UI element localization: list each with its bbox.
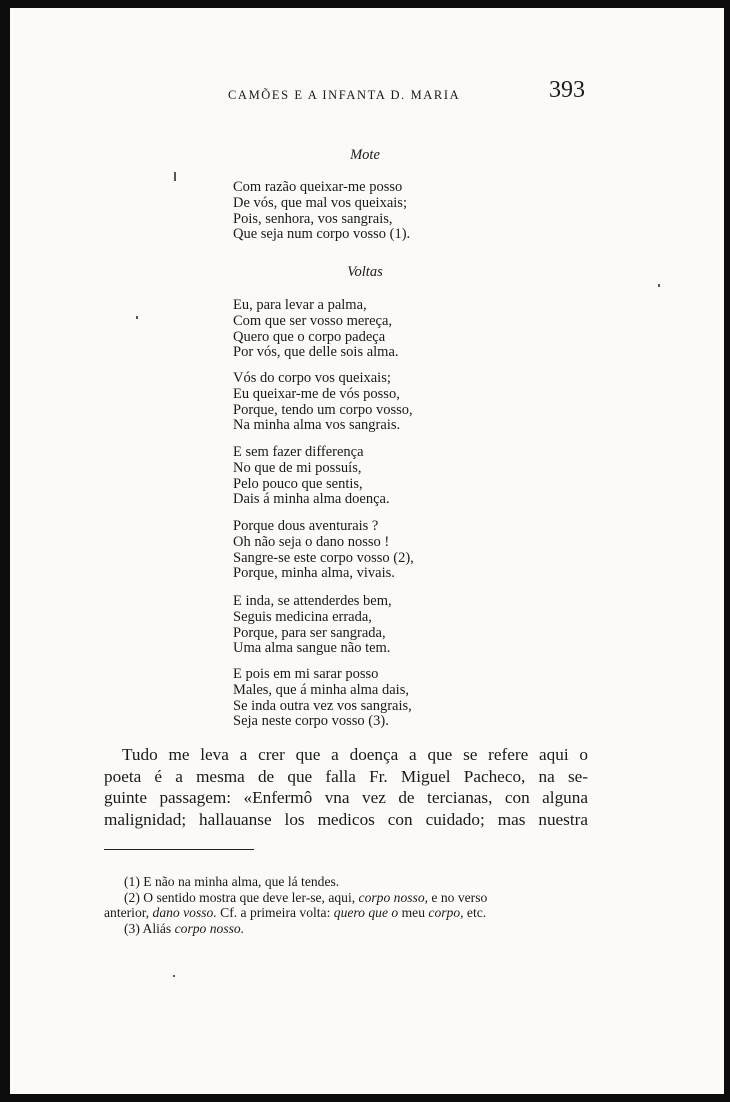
- scan-speck: [136, 316, 138, 319]
- prose-line: poeta é a mesma de que falla Fr. Miguel Pacheco, na se-: [104, 766, 588, 786]
- verse-line: Se inda outra vez vos sangrais,: [233, 697, 412, 714]
- verse-line: Males, que á minha alma dais,: [233, 681, 409, 698]
- prose-paragraph: [104, 744, 588, 830]
- footnote-text: meu: [398, 905, 429, 921]
- verse-line: Seja neste corpo vosso (3).: [233, 713, 389, 730]
- verse-line: Porque dous aventurais ?: [233, 518, 379, 534]
- verse-line: Com que ser vosso mereça,: [233, 312, 393, 329]
- footnote-text: e no verso: [428, 889, 488, 905]
- footnotes: [104, 874, 588, 936]
- scan-speck: [658, 284, 660, 287]
- verse-line: Uma alma sangue não tem.: [233, 640, 391, 657]
- verse-line: Pelo pouco que sentis,: [233, 475, 363, 492]
- verse-line: Pois, senhora, vos sangrais,: [233, 210, 393, 227]
- mote-stanza: [233, 180, 410, 243]
- verse-line: Porque, para ser sangrada,: [233, 624, 386, 641]
- verse-line: Quero que o corpo padeça: [233, 328, 386, 345]
- voltas-heading: Voltas: [347, 264, 383, 280]
- verse-line: Que seja num corpo vosso (1).: [233, 226, 411, 243]
- footnote-italic: corpo nosso,: [358, 889, 429, 905]
- prose-line: malignidad; hallauanse los medicos con cuidado; mas nuestra: [104, 809, 588, 829]
- footnote-text: O sentido mostra que deve ler-se, aqui,: [143, 889, 359, 905]
- scan-speck: [173, 975, 175, 977]
- verse-line: Por vós, que delle sois alma.: [233, 344, 399, 361]
- volta-stanza-4: [233, 519, 414, 582]
- prose-line: Tudo me leva a crer que a doença a que se refere aqui o: [122, 745, 588, 764]
- footnote-text: Aliás: [142, 920, 175, 936]
- verse-line: Eu, para levar a palma,: [233, 297, 367, 313]
- verse-line: No que de mi possuís,: [233, 459, 362, 476]
- footnote-italic: quero que o: [333, 905, 399, 921]
- volta-stanza-3: [233, 445, 390, 508]
- verse-line: Na minha alma vos sangrais.: [233, 417, 401, 434]
- scan-speck: [174, 172, 176, 181]
- running-title: CAMÕES E A INFANTA D. MARIA: [228, 88, 461, 102]
- mote-heading: Mote: [350, 147, 380, 163]
- verse-line: Porque, minha alma, vivais.: [233, 565, 395, 582]
- verse-line: Sangre-se este corpo vosso (2),: [233, 549, 414, 566]
- footnote-italic: dano vosso.: [152, 905, 217, 921]
- footnote-text: anterior,: [104, 905, 153, 921]
- footnote-marker: (3): [124, 920, 140, 936]
- page-number: 393: [549, 77, 585, 103]
- verse-line: E pois em mi sarar posso: [233, 666, 379, 682]
- footnote-marker: (2): [124, 889, 140, 905]
- footnote-italic: corpo nosso.: [174, 920, 245, 936]
- footnote-italic: corpo,: [428, 905, 464, 921]
- verse-line: Seguis medicina errada,: [233, 608, 372, 625]
- verse-line: Eu queixar-me de vós posso,: [233, 385, 400, 402]
- volta-stanza-5: [233, 594, 392, 657]
- verse-line: Com razão queixar-me posso: [233, 179, 403, 195]
- volta-stanza-2: [233, 371, 413, 434]
- footnote-3: [104, 921, 588, 937]
- verse-line: E sem fazer differença: [233, 444, 364, 460]
- volta-stanza-6: [233, 667, 412, 730]
- footnote-rule: [104, 849, 254, 850]
- footnote-text: E não na minha alma, que lá tendes.: [143, 874, 340, 889]
- prose-line: guinte passagem: «Enfermô vna vez de tercianas, con alguna: [104, 788, 588, 808]
- verse-line: Dais á minha alma doença.: [233, 491, 390, 508]
- verse-line: E inda, se attenderdes bem,: [233, 593, 392, 609]
- verse-line: De vós, que mal vos queixais;: [233, 194, 407, 211]
- volta-stanza-1: [233, 298, 399, 361]
- footnote-text: etc.: [463, 905, 487, 921]
- footnote-2-line-1: [104, 890, 588, 906]
- footnote-1: [104, 874, 588, 890]
- footnote-text: Cf. a primeira volta:: [216, 905, 334, 921]
- footnote-marker: (1): [124, 874, 140, 889]
- verse-line: Oh não seja o dano nosso !: [233, 533, 390, 550]
- footnote-2-line-2: [104, 905, 588, 921]
- verse-line: Porque, tendo um corpo vosso,: [233, 401, 413, 418]
- verse-line: Vós do corpo vos queixais;: [233, 370, 391, 386]
